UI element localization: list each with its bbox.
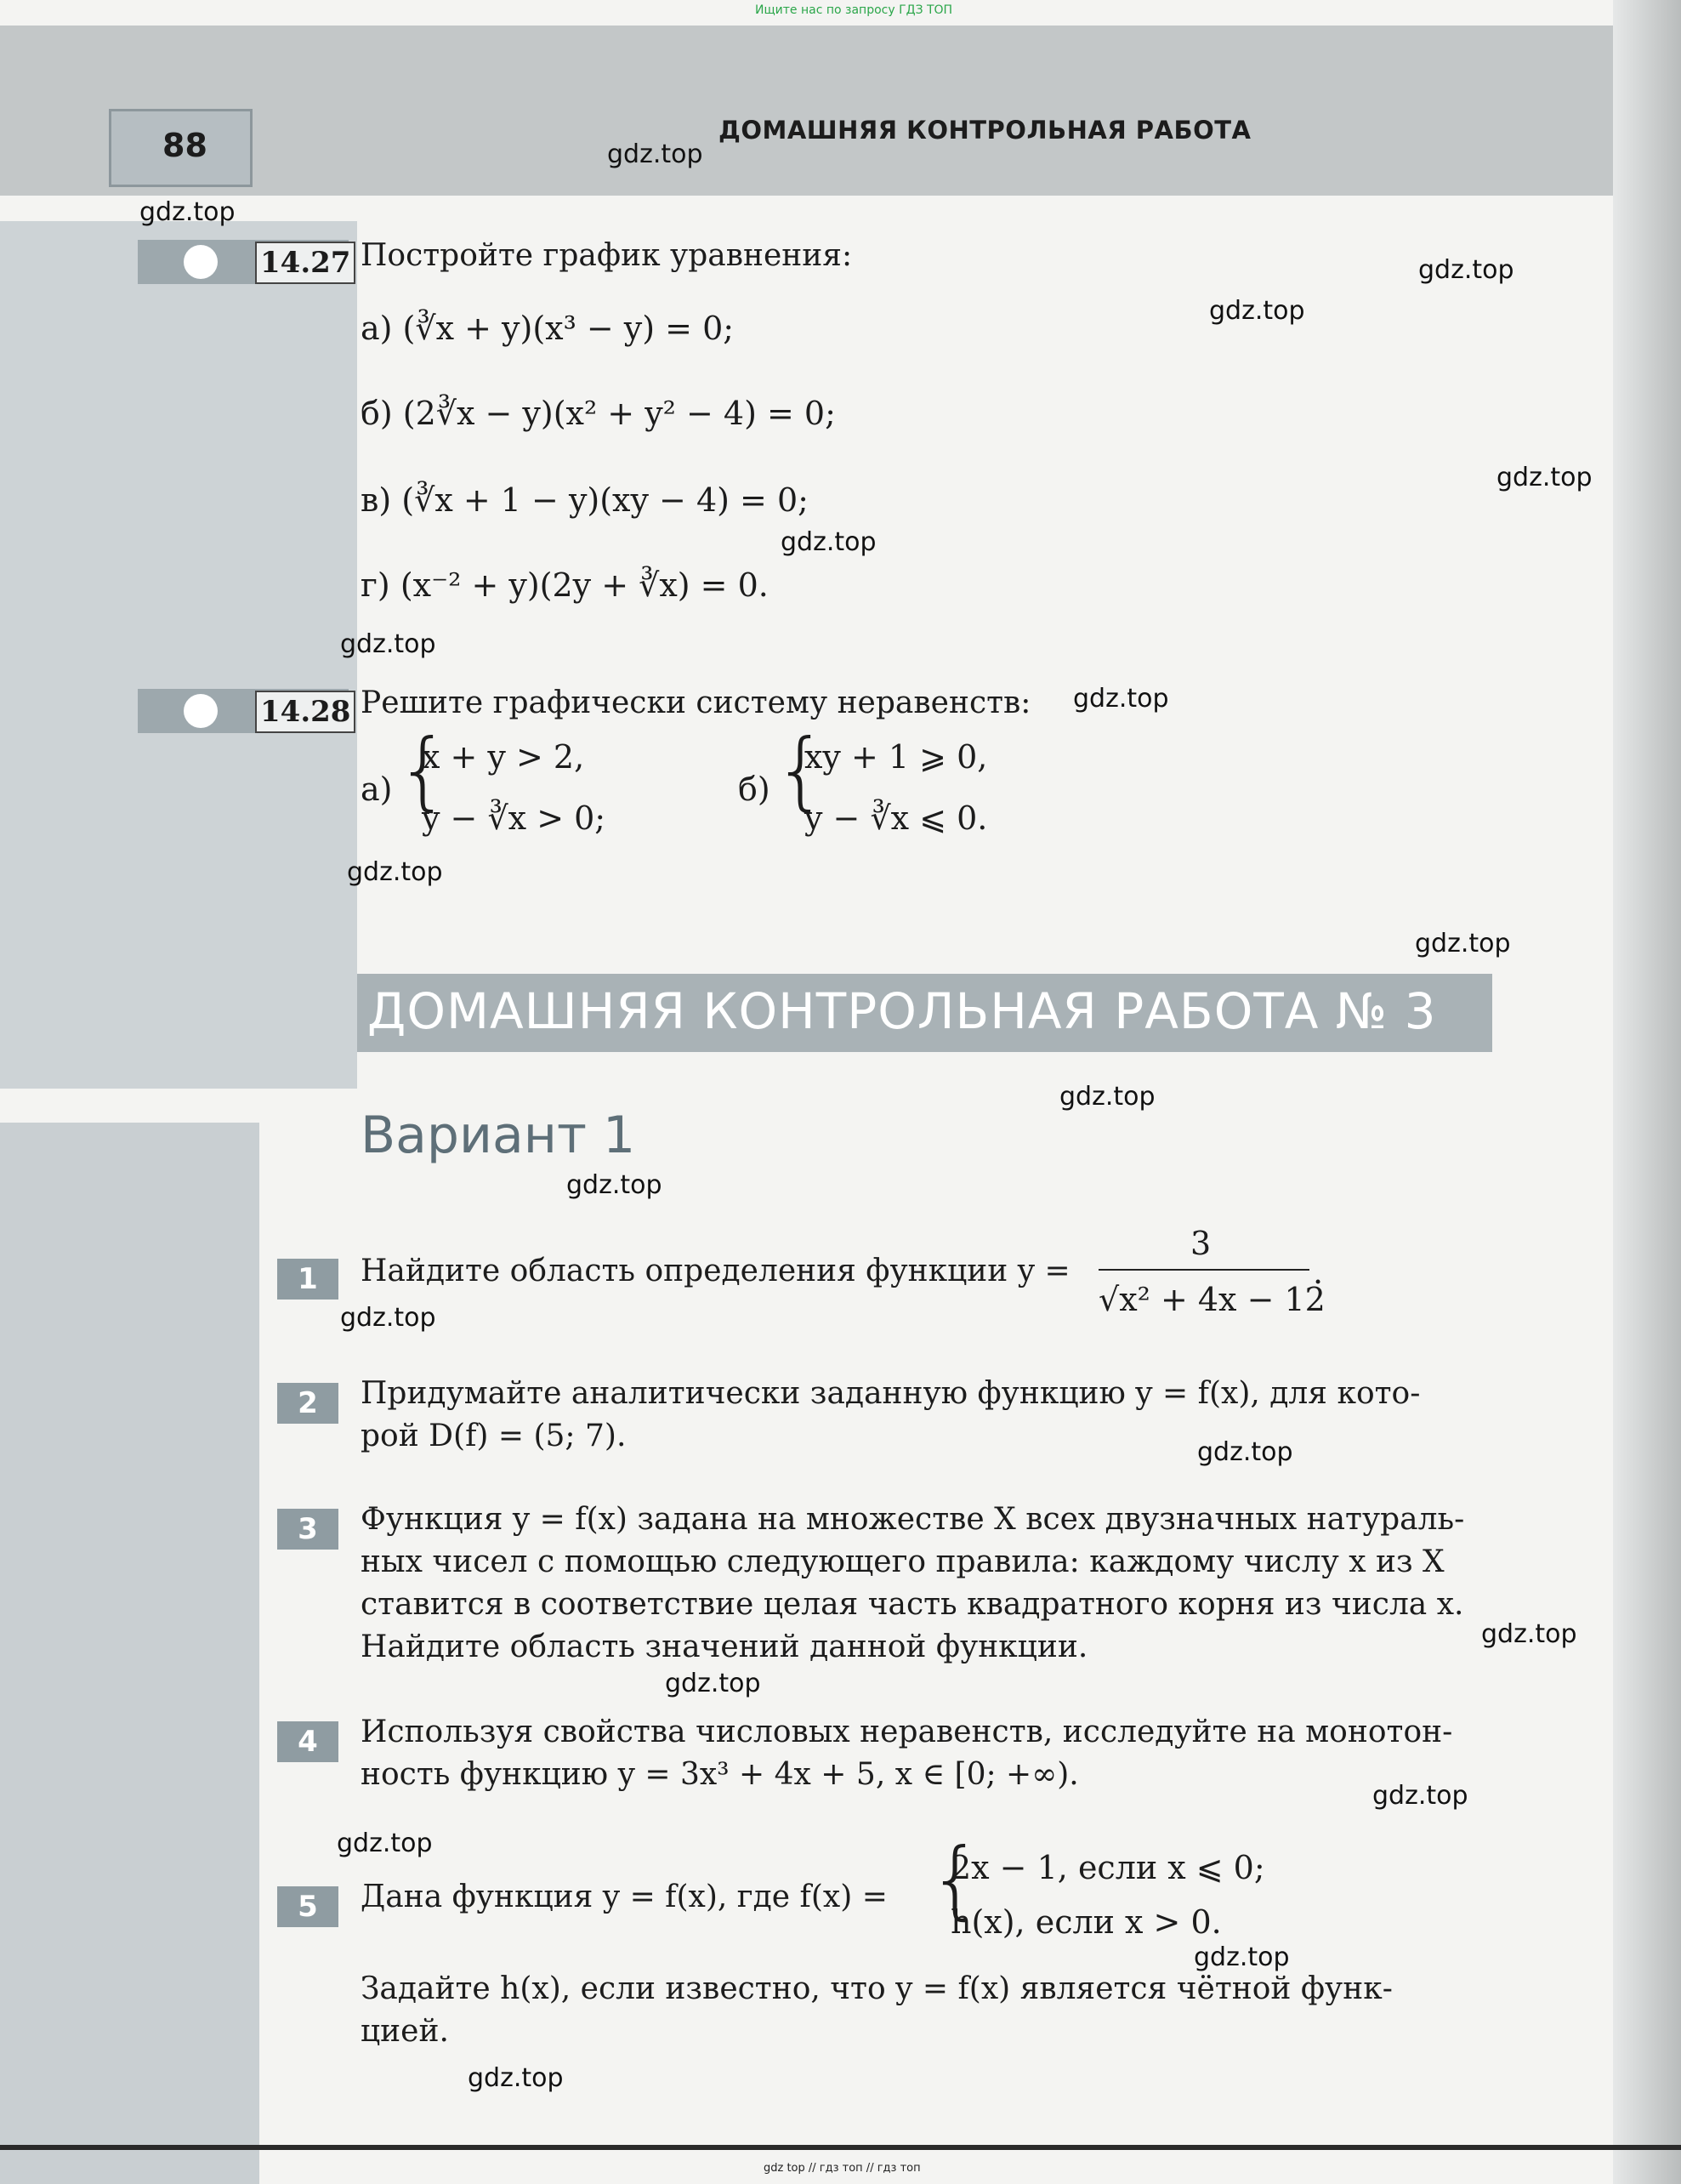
watermark: gdz.top: [566, 1170, 662, 1200]
watermark: gdz.top: [340, 629, 436, 659]
watermark: gdz.top: [665, 1669, 761, 1698]
task-number-3: 3: [277, 1509, 338, 1550]
task-1-numerator: 3: [1190, 1225, 1212, 1262]
page-number-box: [109, 109, 253, 187]
watermark: gdz.top: [347, 857, 443, 887]
task-2-line2: рой D(f) = (5; 7).: [361, 1419, 627, 1453]
eq-b-1427: б) (2∛x − y)(x² + y² − 4) = 0;: [361, 395, 836, 432]
task-1-text: Найдите область определения функции y =: [361, 1254, 1071, 1288]
watermark: gdz.top: [139, 197, 236, 227]
fraction-line: [1099, 1269, 1309, 1271]
task-5-line2: Задайте h(x), если известно, что y = f(x) является чётной функ-: [361, 1971, 1393, 2006]
top-note: Ищите нас по запросу ГДЗ ТОП: [755, 3, 953, 17]
task-1-denominator: √x² + 4x − 12: [1099, 1281, 1326, 1318]
task-3-line3: ставится в соответствие целая часть квадратного корня из числа x.: [361, 1587, 1464, 1622]
left-decor-band: [0, 221, 357, 1089]
watermark: gdz.top: [1059, 1082, 1156, 1112]
bullet-icon: [184, 694, 218, 728]
watermark: gdz.top: [468, 2063, 564, 2093]
system-b-label: б): [738, 771, 770, 808]
watermark: gdz.top: [1197, 1437, 1293, 1467]
system-b-line1: xy + 1 ⩾ 0,: [804, 738, 988, 776]
variant-heading: Вариант 1: [361, 1106, 636, 1165]
watermark: gdz.top: [1418, 255, 1514, 285]
watermark: gdz.top: [1481, 1619, 1577, 1649]
brace-icon: {: [774, 720, 828, 820]
page-bottom-edge: [0, 2145, 1681, 2150]
task-number-4: 4: [277, 1721, 338, 1762]
problem-number-1427: 14.27: [255, 242, 355, 284]
watermark: gdz.top: [607, 139, 703, 169]
problem-text-1427: Постройте график уравнения:: [361, 238, 853, 273]
watermark: gdz.top: [1496, 463, 1593, 492]
watermark: gdz.top: [1372, 1781, 1468, 1811]
task-number-2: 2: [277, 1383, 338, 1424]
task-number-1: 1: [277, 1259, 338, 1300]
eq-a-1427: а) (∛x + y)(x³ − y) = 0;: [361, 310, 735, 347]
system-b-line2: y − ∛x ⩽ 0.: [804, 799, 988, 837]
system-a-label: а): [361, 771, 393, 808]
task-3-line4: Найдите область значений данной функции.: [361, 1629, 1088, 1664]
task-5-text: Дана функция y = f(x), где f(x) =: [361, 1880, 888, 1914]
task-1-end: .: [1313, 1254, 1324, 1291]
system-a-line1: x + y > 2,: [422, 738, 585, 776]
task-5-case1: 2x − 1, если x ⩽ 0;: [951, 1849, 1265, 1886]
watermark: gdz.top: [340, 1303, 436, 1333]
page-number: 88: [162, 127, 207, 164]
task-4-line2: ность функцию y = 3x³ + 4x + 5, x ∈ [0; +∞).: [361, 1757, 1079, 1792]
brace-icon: {: [396, 720, 451, 820]
bullet-icon: [184, 245, 218, 279]
system-a-line2: y − ∛x > 0;: [422, 799, 606, 837]
left-decor-band-lower: [0, 1123, 259, 2184]
watermark: gdz.top: [781, 527, 877, 557]
brace-icon: {: [929, 1829, 983, 1929]
bottom-note: gdz top // гдз топ // гдз топ: [764, 2162, 921, 2175]
section-title: ДОМАШНЯЯ КОНТРОЛЬНАЯ РАБОТА № 3: [367, 982, 1437, 1040]
task-3-line1: Функция y = f(x) задана на множестве X всех двузначных натураль-: [361, 1502, 1465, 1537]
watermark: gdz.top: [1194, 1942, 1290, 1972]
watermark: gdz.top: [1073, 684, 1169, 714]
eq-g-1427: г) (x⁻² + y)(2y + ∛x) = 0.: [361, 566, 769, 604]
task-2-line1: Придумайте аналитически заданную функцию y = f(x), для кото-: [361, 1376, 1421, 1411]
page-header: ДОМАШНЯЯ КОНТРОЛЬНАЯ РАБОТА: [718, 116, 1252, 145]
watermark: gdz.top: [337, 1829, 433, 1858]
task-4-line1: Используя свойства числовых неравенств, исследуйте на монотон-: [361, 1715, 1453, 1749]
task-5-line3: цией.: [361, 2014, 449, 2049]
task-number-5: 5: [277, 1886, 338, 1927]
eq-v-1427: в) (∛x + 1 − y)(xy − 4) = 0;: [361, 481, 809, 519]
page-fold-shadow: [1613, 0, 1681, 2184]
watermark: gdz.top: [1209, 296, 1305, 326]
task-5-case2: h(x), если x > 0.: [951, 1903, 1222, 1941]
task-3-line2: ных чисел с помощью следующего правила: каждому числу x из X: [361, 1544, 1445, 1579]
problem-text-1428: Решите графически систему неравенств:: [361, 685, 1031, 720]
problem-number-1428: 14.28: [255, 691, 355, 733]
watermark: gdz.top: [1415, 929, 1511, 958]
